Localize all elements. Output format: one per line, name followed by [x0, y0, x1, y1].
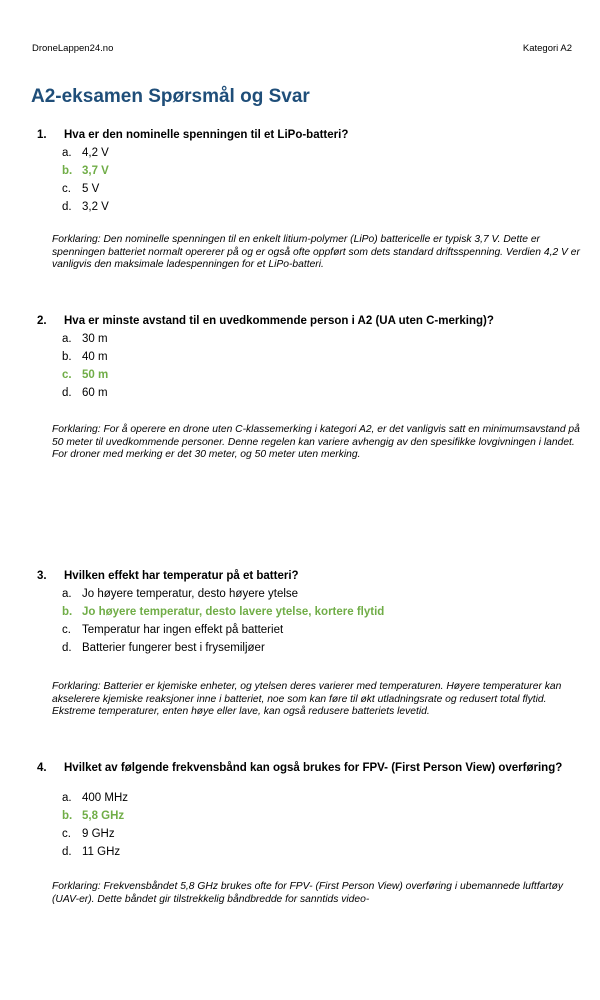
explanation: Forklaring: Frekvensbåndet 5,8 GHz brukes ofte for FPV- (First Person View) overføring i ubemannede luftfartøy (UAV-er). Dette båndet gir tilstrekkelig båndbredde for sanntids video- [52, 881, 564, 905]
option-c: c. 5 V [62, 183, 100, 195]
question-number: 2. [37, 315, 47, 327]
explanation: Forklaring: For å operere en drone uten C-klassemerking i kategori A2, er det vanligvis satt en minimumsavstand på 50 meter til uvedkommende personer. Denne regelen kan variere avhengig av den spesifikke lovgivningen i landet. For droner med merking er det 30 meter, og 50 meter uten merking. [52, 424, 580, 461]
option-b-correct: b. Jo høyere temperatur, desto lavere ytelse, kortere flytid [62, 606, 385, 618]
page-title: A2-eksamen Spørsmål og Svar [31, 86, 310, 107]
question-text: Hva er den nominelle spenningen til et LiPo-batteri? [64, 129, 349, 141]
header-site: DroneLappen24.no [32, 43, 114, 54]
option-a: a. Jo høyere temperatur, desto høyere ytelse [62, 588, 299, 600]
option-a: a. 4,2 V [62, 147, 109, 159]
option-c: c. Temperatur har ingen effekt på batteriet [62, 624, 284, 636]
option-d: d. 60 m [62, 387, 108, 399]
explanation: Forklaring: Den nominelle spenningen til en enkelt litium-polymer (LiPo) battericelle er typisk 3,7 V. Dette er spenningen batteriet normalt opererer på og er også ofte oppført som dets standard driftsspenning. Verdien 4,2 V er vanligvis den maksimale ladespenningen for et LiPo-batteri. [52, 234, 580, 271]
option-d: d. 11 GHz [62, 846, 121, 858]
option-b-correct: b. 5,8 GHz [62, 810, 125, 822]
option-a: a. 30 m [62, 333, 108, 345]
explanation: Forklaring: Batterier er kjemiske enheter, og ytelsen deres varierer med temperaturen. Høyere temperaturer kan akselerere kjemiske reaksjoner inne i batteriet, noe som kan føre til økt utladningsrate og redusert total flytid. Ekstreme temperaturer, enten høye eller lave, kan også redusere batteriets levetid. [52, 681, 562, 718]
question-number: 4. [37, 762, 47, 774]
question-number: 1. [37, 129, 47, 141]
option-a: a. 400 MHz [62, 792, 129, 804]
option-d: d. 3,2 V [62, 201, 109, 213]
question-text: Hvilken effekt har temperatur på et batteri? [64, 570, 299, 582]
option-d: d. Batterier fungerer best i frysemiljøer [62, 642, 265, 654]
question-text: Hva er minste avstand til en uvedkommende person i A2 (UA uten C-merking)? [64, 315, 494, 327]
question-text: Hvilket av følgende frekvensbånd kan også brukes for FPV- (First Person View) overføring? [64, 762, 563, 774]
option-b: b. 40 m [62, 351, 108, 363]
option-c-correct: c. 50 m [62, 369, 109, 381]
option-c: c. 9 GHz [62, 828, 115, 840]
option-b-correct: b. 3,7 V [62, 165, 109, 177]
header-category: Kategori A2 [522, 43, 572, 54]
question-number: 3. [37, 570, 47, 582]
